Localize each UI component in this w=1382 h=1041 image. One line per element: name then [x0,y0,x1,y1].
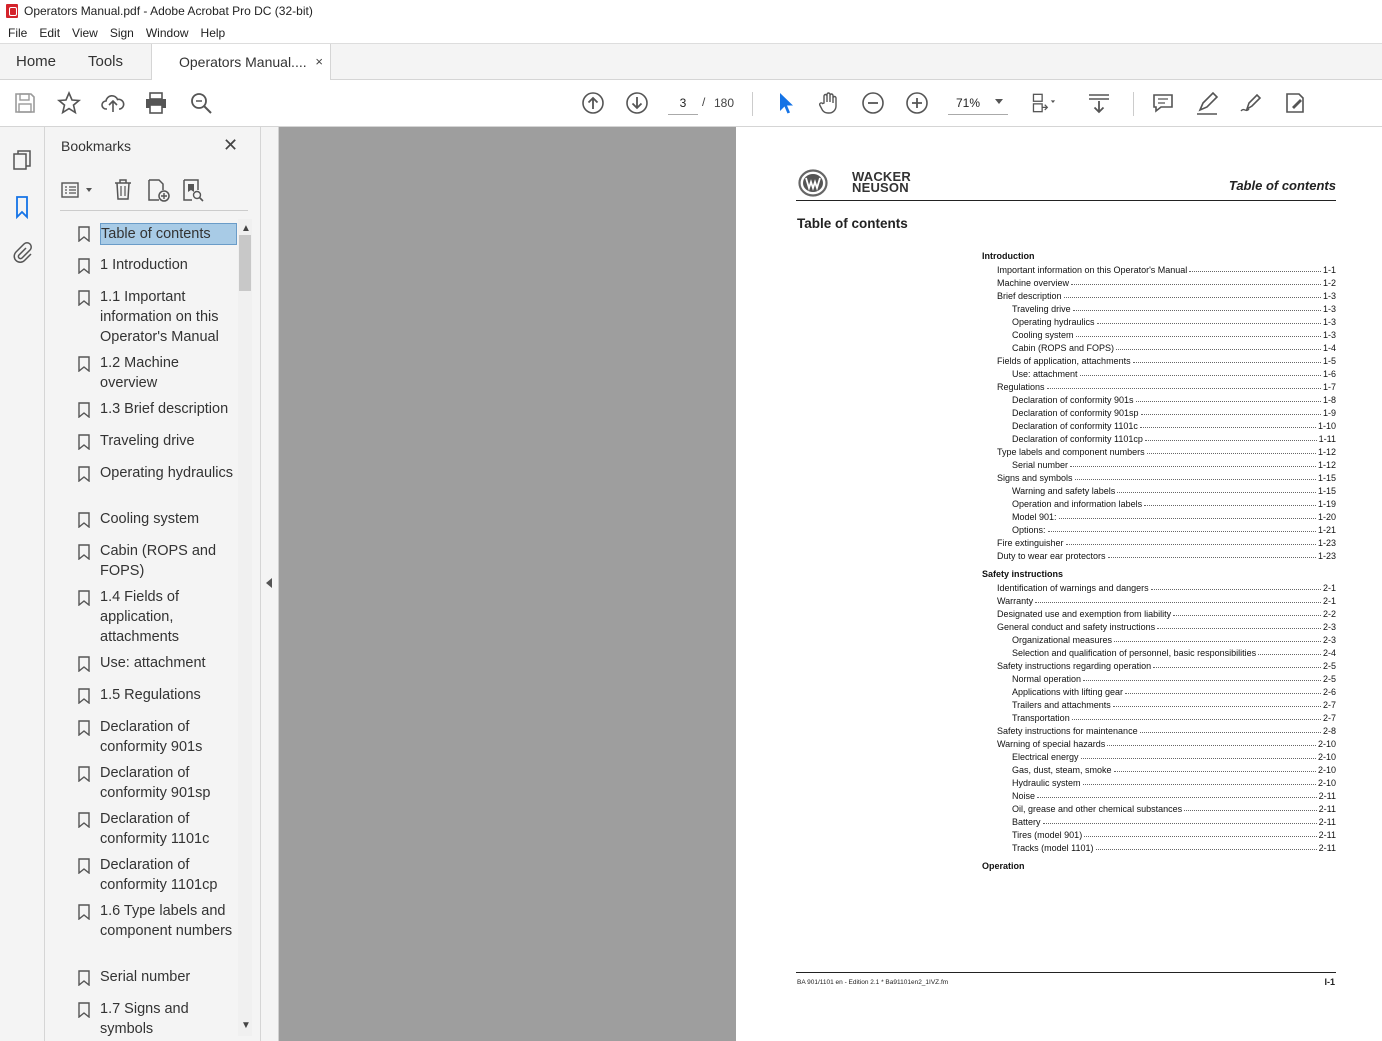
toc-dot-leader [1047,388,1321,389]
toc-entry[interactable] [982,392,1336,405]
toc-dot-leader [1080,375,1321,376]
toc-entry-page: 1-8 [1322,395,1336,405]
toc-dot-leader [1072,719,1321,720]
toc-entry-page: 1-21 [1317,525,1336,535]
toc-entry-text: Operation and information labels [1012,499,1143,509]
toc-entry-page: 2-10 [1317,739,1336,749]
toc-section-title[interactable]: Operation [982,861,1025,871]
toc-entry[interactable] [982,262,1336,275]
toc-entry[interactable] [982,379,1336,392]
highlight-pen-icon[interactable] [1194,90,1220,116]
bookmark-ribbon-icon [78,1002,90,1018]
toc-entry-page: 1-23 [1317,538,1336,548]
toc-entry-page: 1-3 [1322,304,1336,314]
toc-entry[interactable] [982,405,1336,418]
fill-sign-icon[interactable] [1282,90,1308,116]
toc-entry-text: Options: [1012,525,1046,535]
menu-sign[interactable]: Sign [109,25,134,40]
toc-entry-text: Gas, dust, steam, smoke [1012,765,1112,775]
bookmark-ribbon-icon [78,356,90,372]
toc-dot-leader [1116,349,1321,350]
toc-dot-leader [1113,706,1321,707]
bookmark-ribbon-icon [78,544,90,560]
toc-entry-page: 1-3 [1322,317,1336,327]
bookmark-label: 1.6 Type labels and component numbers [100,903,233,939]
toc-entry-text: Organizational measures [1012,635,1113,645]
toc-entry-page: 1-19 [1317,499,1336,509]
bookmark-search-icon[interactable] [180,177,206,203]
hand-tool-icon[interactable] [816,90,842,116]
scroll-down-icon[interactable]: ▼ [241,1020,251,1031]
bookmark-label: Cooling system [100,511,200,527]
footer-page-number: I-1 [1324,977,1335,987]
toc-entry-page: 1-10 [1317,421,1336,431]
toc-entry-page: 2-3 [1322,635,1336,645]
toc-entry-page: 2-7 [1322,700,1336,710]
toc-entry[interactable] [982,444,1336,457]
toc-entry-page: 1-12 [1317,460,1336,470]
toc-dot-leader [1184,810,1317,811]
toc-entry[interactable] [982,314,1336,327]
bookmark-ribbon-icon [78,512,90,528]
bookmark-label: Declaration of conformity 1101c [100,811,210,847]
panel-collapse-handle[interactable] [261,127,279,1041]
toc-entry-text: Hydraulic system [1012,778,1081,788]
bookmark-label: 1.3 Brief description [100,401,229,417]
scroll-up-icon[interactable]: ▲ [241,223,251,234]
toc-dot-leader [1048,531,1316,532]
toc-entry[interactable] [982,535,1336,548]
toc-entry-page: 2-5 [1322,674,1336,684]
toc-entry[interactable] [982,658,1336,671]
toc-entry-text: Designated use and exemption from liability [997,609,1172,619]
toc-dot-leader [1066,544,1316,545]
toc-entry[interactable] [982,496,1336,509]
zoom-in-icon[interactable] [904,90,930,116]
toc-dot-leader [1071,284,1321,285]
toc-entry-page: 2-1 [1322,583,1336,593]
footer-rule [796,972,1336,973]
bookmark-label: Cabin (ROPS and FOPS) [100,543,217,579]
toc-entry[interactable] [982,736,1336,749]
toc-entry-text: Identification of warnings and dangers [997,583,1149,593]
toc-entry[interactable] [982,483,1336,496]
toc-section-title[interactable]: Safety instructions [982,569,1064,579]
bookmark-label: Declaration of conformity 901sp [100,765,211,801]
menu-help[interactable]: Help [200,25,226,40]
page-separator: / [702,95,706,109]
toc-dot-leader [1035,602,1321,603]
toc-entry-text: Serial number [1012,460,1069,470]
menu-file[interactable]: File [8,25,28,40]
toc-dot-leader [1108,557,1316,558]
sign-pen-icon[interactable] [1238,90,1264,116]
toc-entry-text: Brief description [997,291,1062,301]
attachments-icon[interactable] [11,240,33,264]
bookmark-ribbon-icon [78,258,90,274]
page-thumbnails-icon[interactable] [11,148,33,172]
toc-entry-text: General conduct and safety instructions [997,622,1156,632]
toc-entry-text: Signs and symbols [997,473,1073,483]
toc-entry-text: Declaration of conformity 901s [1012,395,1134,405]
brand-line-1: WACKER [852,169,911,184]
toc-dot-leader [1114,771,1316,772]
toc-dot-leader [1107,745,1316,746]
bookmark-ribbon-icon [78,720,90,736]
toc-entry-text: Fields of application, attachments [997,356,1131,366]
toc-entry[interactable] [982,548,1336,561]
toc-entry[interactable] [982,353,1336,366]
bookmark-label: 1.2 Machine overview [100,355,179,391]
toc-dot-leader [1147,453,1316,454]
toc-entry[interactable] [982,431,1336,444]
toc-entry-text: Safety instructions regarding operation [997,661,1152,671]
toc-entry-text: Declaration of conformity 1101c [1012,421,1138,431]
bookmark-ribbon-icon [78,402,90,418]
toc-entry[interactable] [982,775,1336,788]
panel-title: Bookmarks [61,138,132,154]
footer-document-id: BA 901/1101 en - Edition 2.1 * Ba91101en2_1IVZ.fm [797,979,949,986]
toc-entry[interactable] [982,275,1336,288]
toc-entry-text: Battery [1012,817,1041,827]
toc-entry-text: Model 901: [1012,512,1057,522]
toc-dot-leader [1037,797,1317,798]
toc-entry-text: Noise [1012,791,1036,801]
toc-entry[interactable] [982,697,1336,710]
bookmark-label: Table of contents [100,223,237,245]
toc-entry[interactable] [982,749,1336,762]
toc-entry[interactable] [982,762,1336,775]
toc-dot-leader [1117,492,1316,493]
toc-dot-leader [1070,466,1316,467]
toc-entry-page: 1-23 [1317,551,1336,561]
bookmark-scrollbar[interactable] [238,219,252,1036]
toc-entry-text: Normal operation [1012,674,1082,684]
toc-entry-text: Oil, grease and other chemical substances [1012,804,1183,814]
toc-entry-text: Regulations [997,382,1045,392]
toc-entry[interactable] [982,840,1336,853]
toc-dot-leader [1144,505,1316,506]
toc-entry-text: Declaration of conformity 901sp [1012,408,1139,418]
toc-entry[interactable] [982,827,1336,840]
toc-entry-text: Warranty [997,596,1034,606]
next-page-icon[interactable] [624,90,650,116]
brand-line-2: NEUSON [852,180,909,195]
print-icon[interactable] [143,90,169,116]
toc-entry-text: Important information on this Operator's Manual [997,265,1188,275]
toc-section-title[interactable]: Introduction [982,251,1035,261]
toc-entry[interactable] [982,457,1336,470]
bookmark-label: 1.5 Regulations [100,687,201,703]
toc-dot-leader [1189,271,1321,272]
delete-bookmark-icon[interactable] [111,177,135,201]
toolbar-divider [752,92,753,116]
bookmark-label: Operating hydraulics [100,465,233,481]
toc-entry-text: Duty to wear ear protectors [997,551,1106,561]
toc-entry-page: 2-8 [1322,726,1336,736]
tab-close-icon[interactable]: × [315,54,323,69]
menu-bar [0,22,1382,43]
toc-dot-leader [1145,440,1317,441]
toc-dot-leader [1153,667,1321,668]
toc-entry[interactable] [982,470,1336,483]
upload-cloud-icon[interactable] [100,90,126,116]
toc-entry-text: Warning of special hazards [997,739,1106,749]
window-title: Operators Manual.pdf - Adobe Acrobat Pro DC (32-bit) [24,4,313,18]
bookmark-label: Declaration of conformity 901s [100,719,203,755]
star-icon[interactable] [56,90,82,116]
pdf-page[interactable] [736,127,1382,1041]
toc-entry-page: 1-2 [1322,278,1336,288]
tab-bar [0,43,1382,80]
zoom-level-select[interactable]: 71% [948,91,1008,115]
toc-entry-page: 1-1 [1322,265,1336,275]
zoom-search-icon[interactable] [188,90,214,116]
toc-entry-page: 1-11 [1318,434,1336,444]
toc-entry[interactable] [982,418,1336,431]
toc-entry-page: 1-3 [1322,330,1336,340]
bookmark-options-icon[interactable] [60,179,96,201]
toc-dot-leader [1097,323,1321,324]
toc-entry[interactable] [982,632,1336,645]
toc-entry[interactable] [982,366,1336,379]
bookmark-ribbon-icon [78,656,90,672]
bookmark-label: Serial number [100,969,191,985]
toc-dot-leader [1141,414,1321,415]
toc-dot-leader [1076,336,1321,337]
bookmark-ribbon-icon [78,466,90,482]
toc-entry-text: Trailers and attachments [1012,700,1111,710]
toc-entry-text: Selection and qualification of personnel, basic responsibilities [1012,648,1257,658]
toc-entry-text: Warning and safety labels [1012,486,1116,496]
toc-entry-text: Safety instructions for maintenance [997,726,1138,736]
save-icon[interactable] [12,90,38,116]
toc-dot-leader [1136,401,1321,402]
toc-dot-leader [1173,615,1321,616]
toc-entry-page: 1-5 [1322,356,1336,366]
toc-dot-leader [1096,849,1317,850]
toc-dot-leader [1140,732,1321,733]
panel-divider [60,210,248,211]
toc-entry[interactable] [982,671,1336,684]
toc-entry[interactable] [982,801,1336,814]
bookmarks-panel [45,127,261,1041]
page-number-input[interactable]: 3 [668,91,698,115]
wacker-neuson-logo-icon [798,169,828,197]
toc-entry-page: 1-9 [1322,408,1336,418]
bookmark-label: 1.4 Fields of application, attachments [100,589,179,645]
bookmark-ribbon-icon [78,766,90,782]
bookmark-label: 1.7 Signs and symbols [100,1001,189,1037]
page-heading: Table of contents [797,216,908,231]
toc-entry-text: Electrical energy [1012,752,1079,762]
new-bookmark-icon[interactable] [145,177,171,203]
toc-entry[interactable] [982,606,1336,619]
menu-edit[interactable]: Edit [39,25,61,40]
toc-entry[interactable] [982,509,1336,522]
toc-entry[interactable] [982,522,1336,535]
page-display-icon[interactable] [1030,90,1056,116]
toc-dot-leader [1157,628,1321,629]
toc-entry-page: 2-3 [1322,622,1336,632]
toc-dot-leader [1140,427,1316,428]
toc-entry-text: Operating hydraulics [1012,317,1095,327]
left-navigation-rail [0,127,45,1041]
toc-dot-leader [1114,641,1321,642]
acrobat-icon [6,4,18,18]
page-header-title: Table of contents [1228,178,1336,193]
toc-entry-page: 1-7 [1322,382,1336,392]
toc-entry[interactable] [982,301,1336,314]
toc-entry[interactable] [982,580,1336,593]
toc-entry-page: 2-11 [1318,830,1336,840]
menu-window[interactable]: Window [145,25,189,40]
bookmarks-icon[interactable] [11,195,33,219]
toc-entry-text: Fire extinguisher [997,538,1064,548]
menu-view[interactable]: View [72,25,98,40]
toc-entry-page: 1-12 [1317,447,1336,457]
comment-icon[interactable] [1150,90,1176,116]
bookmark-label: 1.1 Important information on this Operator's Manual [100,289,219,345]
toc-entry[interactable] [982,593,1336,606]
toc-dot-leader [1043,823,1317,824]
toc-entry-text: Traveling drive [1012,304,1071,314]
title-bar [0,0,1382,22]
toc-dot-leader [1059,518,1316,519]
toc-entry-text: Declaration of conformity 1101cp [1012,434,1143,444]
toc-dot-leader [1258,654,1321,655]
toc-entry-text: Cooling system [1012,330,1074,340]
toc-entry-page: 2-11 [1318,791,1336,801]
bookmark-label: Declaration of conformity 1101cp [100,857,218,893]
toc-entry-page: 2-2 [1322,609,1336,619]
zoom-dropdown-caret-icon[interactable] [995,99,1003,104]
toc-entry-page: 2-10 [1317,752,1336,762]
toc-entry[interactable] [982,710,1336,723]
toc-dot-leader [1083,784,1316,785]
toc-entry-text: Tires (model 901) [1012,830,1083,840]
toc-entry-page: 2-11 [1318,817,1336,827]
bookmark-ribbon-icon [78,290,90,306]
toc-entry-text: Tracks (model 1101) [1012,843,1094,853]
toc-entry-page: 1-4 [1322,343,1336,353]
toc-entry-text: Cabin (ROPS and FOPS) [1012,343,1115,353]
select-cursor-icon[interactable] [772,90,798,116]
toc-entry-text: Type labels and component numbers [997,447,1145,457]
bookmark-scroll-thumb[interactable] [239,235,251,291]
toc-entry-text: Use: attachment [1012,369,1078,379]
toc-dot-leader [1084,836,1316,837]
toc-dot-leader [1073,310,1321,311]
bookmark-ribbon-icon [78,904,90,920]
toc-entry-page: 1-15 [1317,473,1336,483]
toc-entry-page: 1-6 [1322,369,1336,379]
toc-entry-page: 2-10 [1317,765,1336,775]
bookmark-ribbon-icon [78,812,90,828]
toc-entry-page: 1-20 [1317,512,1336,522]
toc-entry[interactable] [982,723,1336,736]
bookmark-ribbon-icon [78,590,90,606]
toc-entry[interactable] [982,788,1336,801]
bookmark-ribbon-icon [78,858,90,874]
toc-entry-page: 2-1 [1322,596,1336,606]
toc-entry-page: 2-5 [1322,661,1336,671]
document-background [279,127,736,1041]
toc-dot-leader [1133,362,1321,363]
tab-document-label: Operators Manual.... [179,54,307,70]
tab-document[interactable] [151,44,331,80]
toolbar-divider [1133,92,1134,116]
toc-entry[interactable] [982,619,1336,632]
toc-entry-text: Machine overview [997,278,1070,288]
toc-entry-page: 2-10 [1317,778,1336,788]
panel-close-icon[interactable]: ✕ [223,135,239,155]
tab-tools[interactable]: Tools [88,53,124,70]
toc-entry[interactable] [982,327,1336,340]
bookmark-ribbon-icon [78,688,90,704]
zoom-out-icon[interactable] [860,90,886,116]
bookmark-ribbon-icon [78,434,90,450]
collapse-arrow-icon[interactable] [266,578,272,588]
toc-entry-page: 2-6 [1322,687,1336,697]
toc-entry[interactable] [982,684,1336,697]
toc-dot-leader [1151,589,1321,590]
toc-dot-leader [1083,680,1321,681]
header-rule [796,200,1336,201]
brand-wordmark [852,171,911,193]
toc-entry[interactable] [982,645,1336,658]
toc-entry-page: 2-4 [1322,648,1336,658]
previous-page-icon[interactable] [580,90,606,116]
toc-entry-page: 1-3 [1322,291,1336,301]
toc-entry-text: Applications with lifting gear [1012,687,1124,697]
toc-dot-leader [1125,693,1321,694]
bookmark-list [60,219,238,1041]
toc-dot-leader [1064,297,1321,298]
bookmark-label: Traveling drive [100,433,195,449]
toc-entry-page: 2-11 [1318,843,1336,853]
bookmark-label: Use: attachment [100,655,206,671]
bookmark-ribbon-icon [78,970,90,986]
toc-entry[interactable] [982,340,1336,353]
page-total: 180 [714,96,735,110]
toc-entry-text: Transportation [1012,713,1070,723]
toc-dot-leader [1081,758,1316,759]
toc-entry-page: 2-11 [1318,804,1336,814]
tab-home[interactable]: Home [16,53,57,70]
toc-entry-page: 1-15 [1317,486,1336,496]
scroll-mode-icon[interactable] [1086,90,1112,116]
bookmark-label: 1 Introduction [100,257,188,273]
toc-entry[interactable] [982,288,1336,301]
toc-entry-page: 2-7 [1322,713,1336,723]
bookmark-ribbon-icon [78,226,90,242]
toc-entry[interactable] [982,814,1336,827]
toc-dot-leader [1075,479,1316,480]
